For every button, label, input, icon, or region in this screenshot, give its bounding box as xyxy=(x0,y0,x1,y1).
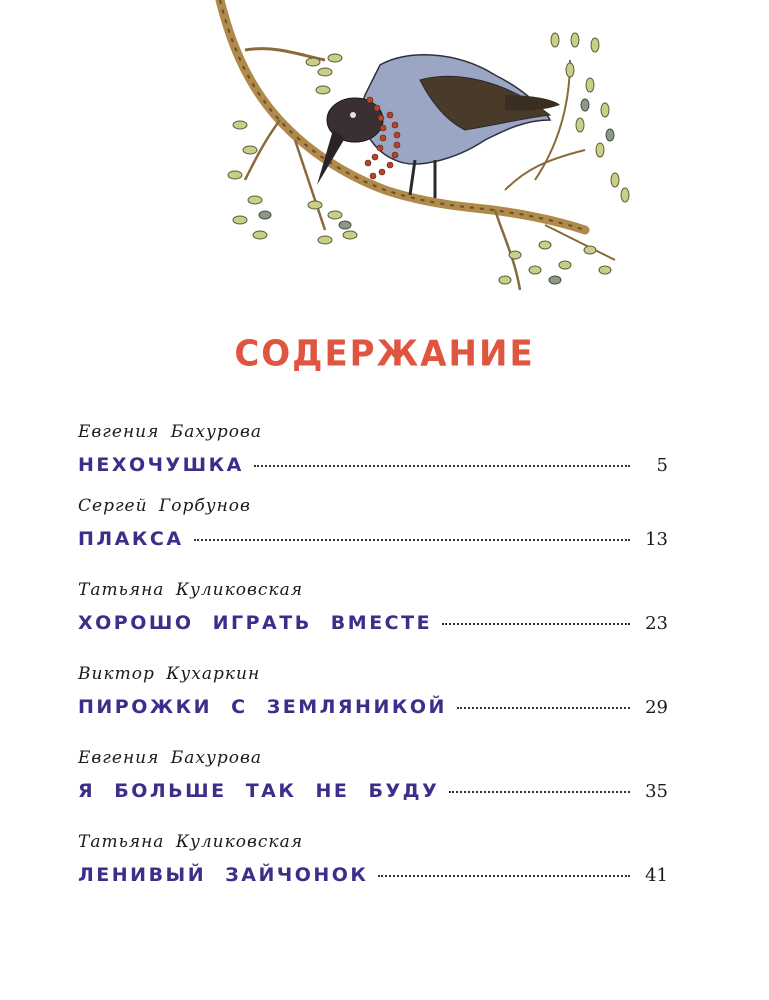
entry-author: Евгения Бахурова xyxy=(78,748,262,768)
toc-entry[interactable] xyxy=(78,494,668,556)
entry-author: Татьяна Куликовская xyxy=(78,580,303,600)
toc-entry[interactable] xyxy=(78,746,668,808)
entry-page-number: 5 xyxy=(656,455,668,476)
bird-on-branch-illustration xyxy=(205,0,645,305)
entry-title[interactable]: ПЛАКСА xyxy=(78,528,184,550)
entry-page-number: 13 xyxy=(645,529,668,550)
toc-title: СОДЕРЖАНИЕ xyxy=(234,333,535,375)
entry-page-number: 35 xyxy=(645,781,668,802)
entry-page-number: 29 xyxy=(645,697,668,718)
toc-entry[interactable] xyxy=(78,662,668,724)
entry-author: Сергей Горбунов xyxy=(78,496,251,516)
entry-page-number: 23 xyxy=(645,613,668,634)
entry-title[interactable]: НЕХОЧУШКА xyxy=(78,454,244,476)
dot-leader xyxy=(254,465,630,467)
entry-page-number: 41 xyxy=(645,865,668,886)
entry-title[interactable]: Я БОЛЬШЕ ТАК НЕ БУДУ xyxy=(78,780,440,802)
entry-author: Евгения Бахурова xyxy=(78,422,262,442)
entry-title[interactable]: ХОРОШО ИГРАТЬ ВМЕСТЕ xyxy=(78,612,433,634)
dot-leader xyxy=(449,791,630,793)
dot-leader xyxy=(442,623,630,625)
toc-entry[interactable] xyxy=(78,420,668,482)
dot-leader xyxy=(378,875,630,877)
dot-leader xyxy=(457,707,630,709)
dot-leader xyxy=(194,539,630,541)
entry-title[interactable]: ЛЕНИВЫЙ ЗАЙЧОНОК xyxy=(78,864,369,886)
entry-title[interactable]: ПИРОЖКИ С ЗЕМЛЯНИКОЙ xyxy=(78,696,447,718)
toc-entry[interactable] xyxy=(78,578,668,640)
entry-author: Виктор Кухаркин xyxy=(78,664,261,684)
entry-author: Татьяна Куликовская xyxy=(78,832,303,852)
toc-entry[interactable] xyxy=(78,830,668,892)
